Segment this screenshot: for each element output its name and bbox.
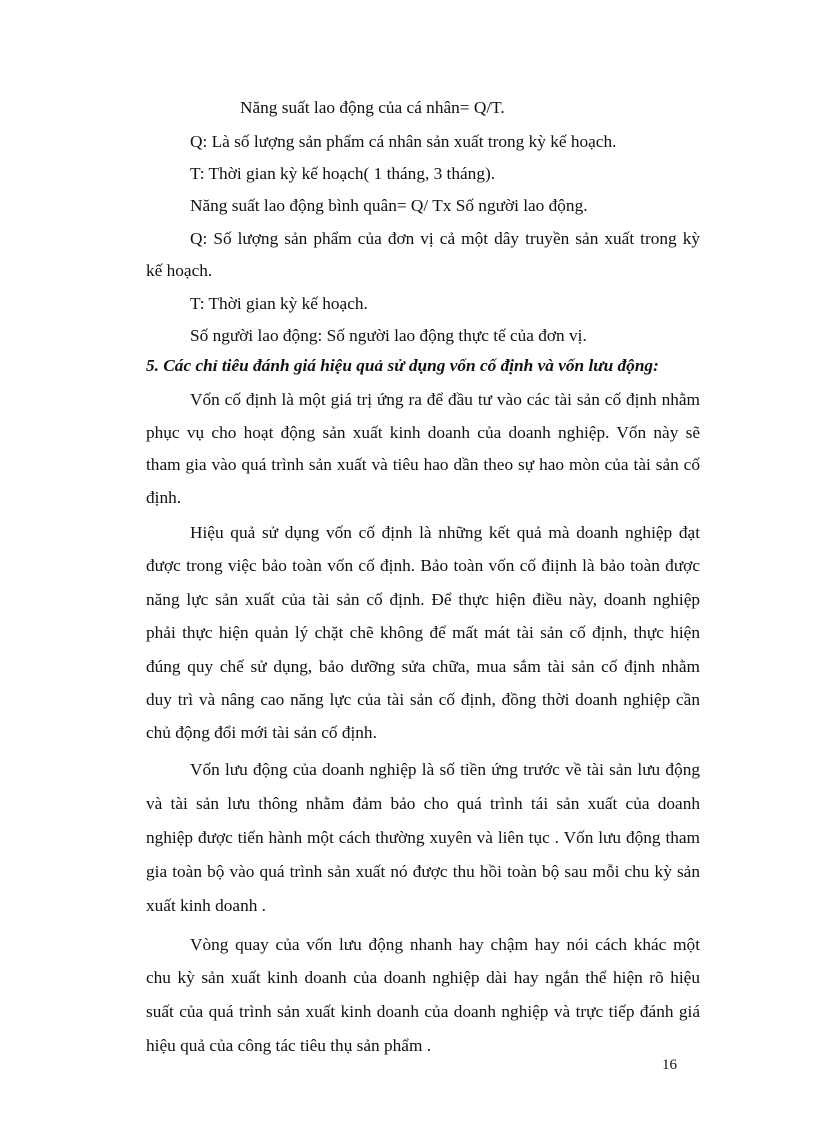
text-line: Hiệu quả sử dụng vốn cố định là những kết quả mà doanh nghiệp đạt xyxy=(190,523,700,542)
text-line: năng lực sản xuất của tài sản cố định. Để thực hiện điều này, doanh nghiệp xyxy=(146,590,700,609)
page-number: 16 xyxy=(662,1057,677,1073)
text-line: định. xyxy=(146,488,182,507)
text-line: được trong việc bảo toàn vốn cố định. Bảo toàn vốn cố điịnh là bảo toàn được xyxy=(146,556,700,575)
text-line: Vốn cố định là một giá trị ứng ra để đầu tư vào các tài sản cố định nhằm xyxy=(190,390,700,409)
text-line: Q: Là số lượng sản phẩm cá nhân sản xuất trong kỳ kế hoạch. xyxy=(190,132,617,151)
text-line: Số người lao động: Số người lao động thực tế của đơn vị. xyxy=(190,326,587,345)
text-line: chủ động đổi mới tài sản cố định. xyxy=(146,723,377,742)
text-line: tham gia vào quá trình sản xuất và tiêu hao dần theo sự hao mòn của tài sản cố xyxy=(146,455,700,474)
text-line: đúng quy chế sử dụng, bảo dưỡng sửa chữa, mua sắm tài sản cố định nhằm xyxy=(146,657,700,676)
text-line: phục vụ cho hoạt động sản xuất kinh doanh của doanh nghiệp. Vốn này sẽ xyxy=(146,423,700,442)
text-line: T: Thời gian kỳ kế hoạch. xyxy=(190,294,368,313)
text-line: T: Thời gian kỳ kế hoạch( 1 tháng, 3 tháng). xyxy=(190,164,496,183)
text-line: và tài sản lưu thông nhằm đảm bảo cho quá trình tái sản xuất của doanh xyxy=(146,794,700,813)
text-line: hiệu quả của công tác tiêu thụ sản phẩm . xyxy=(146,1036,432,1055)
text-line: xuất kinh doanh . xyxy=(146,896,266,915)
text-line: gia toàn bộ vào quá trình sản xuất nó được thu hồi toàn bộ sau mỗi chu kỳ sản xyxy=(146,862,700,881)
text-line: chu kỳ sản xuất kinh doanh của doanh nghiệp dài hay ngắn thể hiện rõ hiệu xyxy=(146,968,700,987)
text-line: Năng suất lao động bình quân= Q/ Tx Số người lao động. xyxy=(190,196,588,215)
text-line: phải thực hiện quản lý chặt chẽ không để mất mát tài sản cố định, thực hiện xyxy=(146,623,700,642)
text-line: Vòng quay của vốn lưu động nhanh hay chậm hay nói cách khác một xyxy=(190,935,700,954)
text-line: nghiệp được tiến hành một cách thường xuyên và liên tục . Vốn lưu động tham xyxy=(146,828,700,847)
text-line: Q: Số lượng sản phẩm của đơn vị cả một dây truyền sản xuất trong kỳ xyxy=(190,229,700,248)
text-line: suất của quá trình sản xuất kinh doanh của doanh nghiệp và trực tiếp đánh giá xyxy=(146,1002,700,1021)
text-line: Năng suất lao động của cá nhân= Q/T. xyxy=(240,98,505,117)
text-line: duy trì và nâng cao năng lực của tài sản cố định, đồng thời doanh nghiệp cần xyxy=(146,690,700,709)
text-line: Vốn lưu động của doanh nghiệp là số tiền ứng trước về tài sản lưu động xyxy=(190,760,700,779)
text-line: kế hoạch. xyxy=(146,261,213,280)
section-heading: 5. Các chỉ tiêu đánh giá hiệu quả sử dụng vốn cố định và vốn lưu động: xyxy=(146,356,659,375)
